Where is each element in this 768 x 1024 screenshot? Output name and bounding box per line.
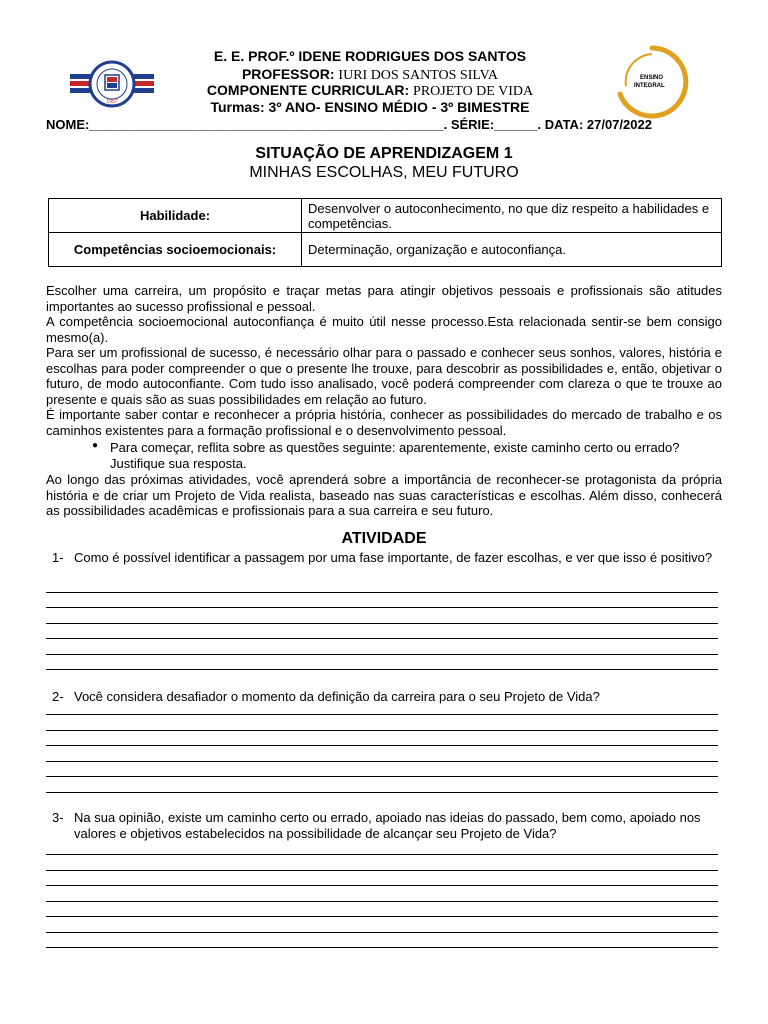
question-text: Na sua opinião, existe um caminho certo ou errado, apoiado nas ideias do passado, bem como, apoiado nos valores e objetivos estabelecidos na possibilidade de alcançar seu Projeto de Vida? (74, 810, 701, 841)
answer-line[interactable] (46, 854, 718, 855)
page-title: SITUAÇÃO DE APRENDIZAGEM 1 (255, 145, 513, 162)
table-row (49, 199, 722, 233)
bullet-icon: ● (92, 440, 99, 451)
question-text: Você considera desafiador o momento da definição da carreira para o seu Projeto de Vida? (74, 689, 600, 704)
answer-line[interactable] (46, 870, 718, 871)
ensino-integral-logo (612, 42, 692, 122)
paragraph-4: É importante saber contar e reconhecer a própria história, conhecer as possibilidades do mercado de trabalho e os caminhos existentes para a formação profissional e o desenvolvimento pessoal. (46, 407, 722, 438)
activity-title: ATIVIDADE (341, 530, 427, 547)
answer-line[interactable] (46, 776, 718, 777)
bullet-text: Para começar, reflita sobre as questões seguinte: aparentemente, existe caminho certo ou errado? Justifique sua resposta. (110, 440, 680, 471)
professor-label: PROFESSOR: (241, 66, 335, 82)
logo-text-2: INTEGRAL (634, 83, 665, 89)
question-number: 3- (52, 810, 64, 825)
question-text: Como é possível identificar a passagem por uma fase importante, de fazer escolhas, e ver que isso é positivo? (74, 550, 713, 565)
page-subtitle: MINHAS ESCOLHAS, MEU FUTURO (249, 164, 519, 181)
component-name: PROJETO DE VIDA (413, 84, 534, 99)
logo-text-1: ENSINO (640, 75, 664, 81)
answer-line[interactable] (46, 947, 718, 948)
answer-line[interactable] (46, 761, 718, 762)
answer-line[interactable] (46, 592, 718, 593)
school-logo-left (68, 60, 156, 110)
answer-line[interactable] (46, 885, 718, 886)
component-line (150, 82, 590, 100)
paragraph-1: Escolher uma carreira, um propósito e traçar metas para atingir objetivos pessoais e profissionais são atitudes importantes ao sucesso profissional e pessoal. (46, 283, 722, 314)
table-value-cell: Desenvolver o autoconhecimento, no que diz respeito a habilidades e competências. (302, 199, 722, 233)
answer-line[interactable] (46, 745, 718, 746)
answer-line[interactable] (46, 916, 718, 917)
turmas-line: Turmas: 3º ANO- ENSINO MÉDIO - 3º BIMESTRE (210, 99, 530, 115)
paragraph-2: A competência socioemocional autoconfiança é muito útil nesse processo.Esta relacionada sentir-se bem consigo mesmo(a). (46, 314, 722, 345)
answer-line[interactable] (46, 714, 718, 715)
answer-line[interactable] (46, 654, 718, 655)
skills-table (48, 198, 722, 267)
table-label-cell: Habilidade: (49, 199, 302, 233)
question-number: 1- (52, 550, 64, 565)
answer-line[interactable] (46, 901, 718, 902)
answer-line[interactable] (46, 607, 718, 608)
answer-line[interactable] (46, 932, 718, 933)
student-info-line: NOME:_________________________________________________. SÉRIE:______. DATA: 27/07/2022 (46, 117, 652, 132)
school-name: E. E. PROF.º IDENE RODRIGUES DOS SANTOS (213, 48, 527, 64)
professor-name: IURI DOS SANTOS SILVA (338, 68, 499, 83)
question-number: 2- (52, 689, 64, 704)
answer-line[interactable] (46, 730, 718, 731)
table-row (49, 233, 722, 267)
table-label-cell: Competências socioemocionais: (49, 233, 302, 267)
answer-line[interactable] (46, 623, 718, 624)
paragraph-3: Para ser um profissional de sucesso, é necessário olhar para o passado e conhecer seus sonhos, valores, história e escolhas para poder compreender o que o presente lhe trouxe, para descobrir as possibilidades e, então, objetivar o futuro, de modo autoconfiante. Com tudo isso analisado, você poderá compreender com clareza o que te trouxe ao presente e quais são as suas possibilidades em relação ao futuro. (46, 345, 722, 407)
answer-line[interactable] (46, 669, 718, 670)
paragraph-5: Ao longo das próximas atividades, você aprenderá sobre a importância de reconhecer-se protagonista da própria história e de criar um Projeto de Vida realista, baseado nas suas características e escolhas. Além disso, conhecerá as possibilidades acadêmicas e profissionais para a sua carreira e seu futuro. (46, 472, 722, 518)
logo-year: 1957 (106, 99, 118, 105)
component-label: COMPONENTE CURRICULAR: (206, 82, 410, 98)
answer-line[interactable] (46, 638, 718, 639)
answer-line[interactable] (46, 792, 718, 793)
table-value-cell: Determinação, organização e autoconfiança. (302, 233, 722, 267)
